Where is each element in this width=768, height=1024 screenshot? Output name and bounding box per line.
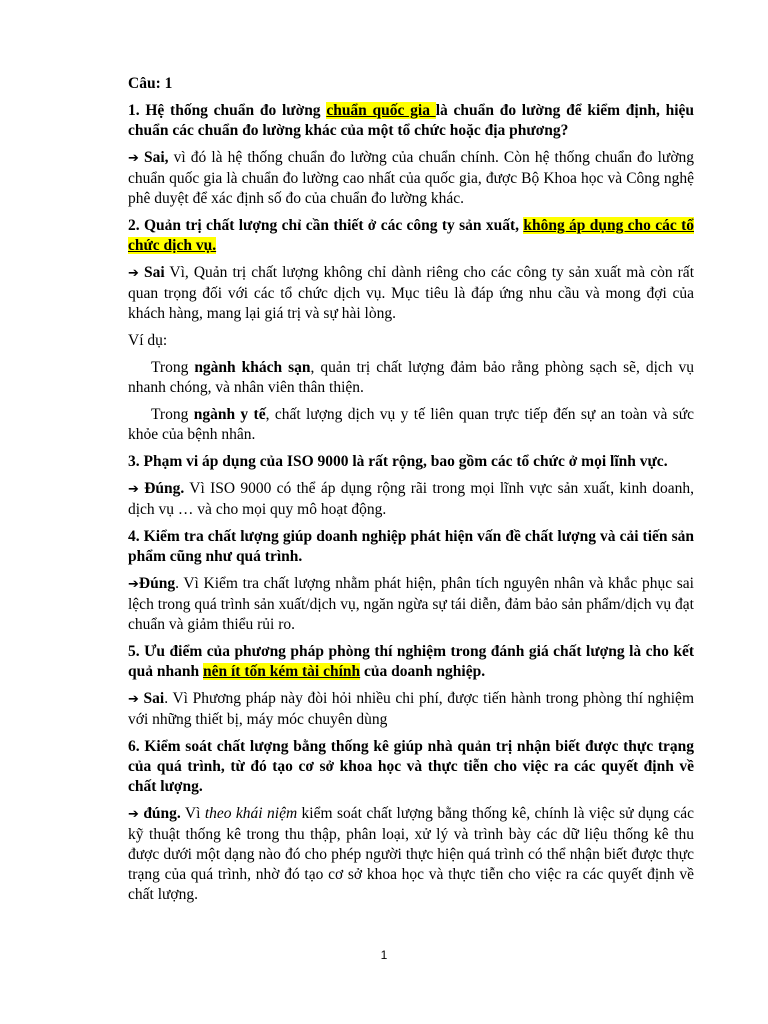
verdict: Đúng. [144, 480, 185, 497]
verdict: Đúng [138, 575, 176, 592]
example-item: Trong ngành y tế, chất lượng dịch vụ y tế liên quan trực tiếp đến sự an toàn và sức khỏe của bệnh nhân. [128, 406, 694, 443]
example-item: Trong ngành khách sạn, quản trị chất lượng đảm bảo rằng phòng sạch sẽ, dịch vụ nhanh chóng, và nhân viên thân thiện. [128, 359, 694, 396]
right-arrow-icon: ➔ [128, 266, 139, 281]
answer-4: ➔Đúng. Vì Kiểm tra chất lượng nhằm phát hiện, phân tích nguyên nhân và khắc phục sai lệch trong quá trình sản xuất/dịch vụ, ngăn ngừa sự tái diễn, đảm bảo sản phẩm/dịch vụ đạt chuẩn và giảm thiểu rủi ro. [128, 575, 694, 633]
right-arrow-icon: ➔ [128, 807, 139, 822]
highlight-text: nên ít tốn kém tài chính [202, 663, 361, 680]
document-page [128, 74, 694, 912]
answer-3: ➔ Đúng. Vì ISO 9000 có thể áp dụng rộng rãi trong mọi lĩnh vực sản xuất, kinh doanh, dịch vụ … và cho mọi quy mô hoạt động. [128, 480, 695, 518]
answer-1: ➔ Sai, vì đó là hệ thống chuẩn đo lường của chuẩn chính. Còn hệ thống chuẩn đo lường chuẩn quốc gia là chuẩn đo lường cao nhất của quốc gia, được Bộ Khoa học và Công nghệ phê duyệt để xác định số đo của chuẩn đo lường khác. [128, 149, 695, 207]
answer-5: ➔ Sai. Vì Phương pháp này đòi hỏi nhiều chi phí, được tiến hành trong phòng thí nghiệm với những thiết bị, máy móc chuyên dùng [128, 690, 694, 728]
verdict: Sai, [144, 149, 169, 166]
question-6: 6. Kiểm soát chất lượng bằng thống kê giúp nhà quản trị nhận biết được thực trạng của quá trình, từ đó tạo cơ sở khoa học và thực tiễn cho việc ra các quyết định về chất lượng. [128, 738, 694, 795]
highlight-text: không áp dụng cho các tổ chức dịch vụ. [128, 217, 694, 254]
question-1: 1. Hệ thống chuẩn đo lường chuẩn quốc gia là chuẩn đo lường để kiểm định, hiệu chuẩn các chuẩn đo lường khác của một tổ chức hoặc địa phương? [128, 102, 695, 139]
page-number: 1 [380, 948, 388, 962]
right-arrow-icon: ➔ [128, 482, 139, 497]
question-2: 2. Quản trị chất lượng chỉ cần thiết ở các công ty sản xuất, không áp dụng cho các tổ chức dịch vụ. [128, 217, 694, 254]
verdict: đúng. [143, 805, 181, 822]
document-title: Câu: 1 [128, 75, 173, 92]
right-arrow-icon: ➔ [128, 577, 139, 592]
question-3: 3. Phạm vi áp dụng của ISO 9000 là rất rộng, bao gồm các tổ chức ở mọi lĩnh vực. [128, 453, 668, 470]
right-arrow-icon: ➔ [128, 692, 139, 707]
highlight-text: chuẩn quốc gia [326, 102, 436, 119]
right-arrow-icon: ➔ [128, 151, 139, 166]
answer-6: ➔ đúng. Vì theo khái niệm kiểm soát chất lượng bằng thống kê, chính là việc sử dụng các kỹ thuật thống kê trong thu thập, phân loại, xử lý và trình bày các dữ liệu thống kê thu được dưới một dạng nào đó cho phép người thực hiện quá trình có thể nhận biết được thực trạng của quá trình, nhờ đó tạo cơ sở khoa học và thực tiễn cho việc ra các quyết định về chất lượng. [128, 805, 694, 903]
verdict: Sai [143, 690, 165, 707]
example-label: Ví dụ: [128, 332, 168, 349]
verdict: Sai [143, 264, 165, 281]
answer-2: ➔ Sai Vì, Quản trị chất lượng không chỉ dành riêng cho các công ty sản xuất mà còn rất quan trọng đối với các tổ chức dịch vụ. Mục tiêu là đáp ứng nhu cầu và mong đợi của khách hàng, mang lại giá trị và sự hài lòng. [128, 264, 694, 322]
question-4: 4. Kiểm tra chất lượng giúp doanh nghiệp phát hiện vấn đề chất lượng và cải tiến sản phẩm cũng như quá trình. [128, 528, 694, 565]
question-5: 5. Ưu điểm của phương pháp phòng thí nghiệm trong đánh giá chất lượng là cho kết quả nhanh nên ít tốn kém tài chính của doanh nghiệp. [128, 643, 694, 680]
